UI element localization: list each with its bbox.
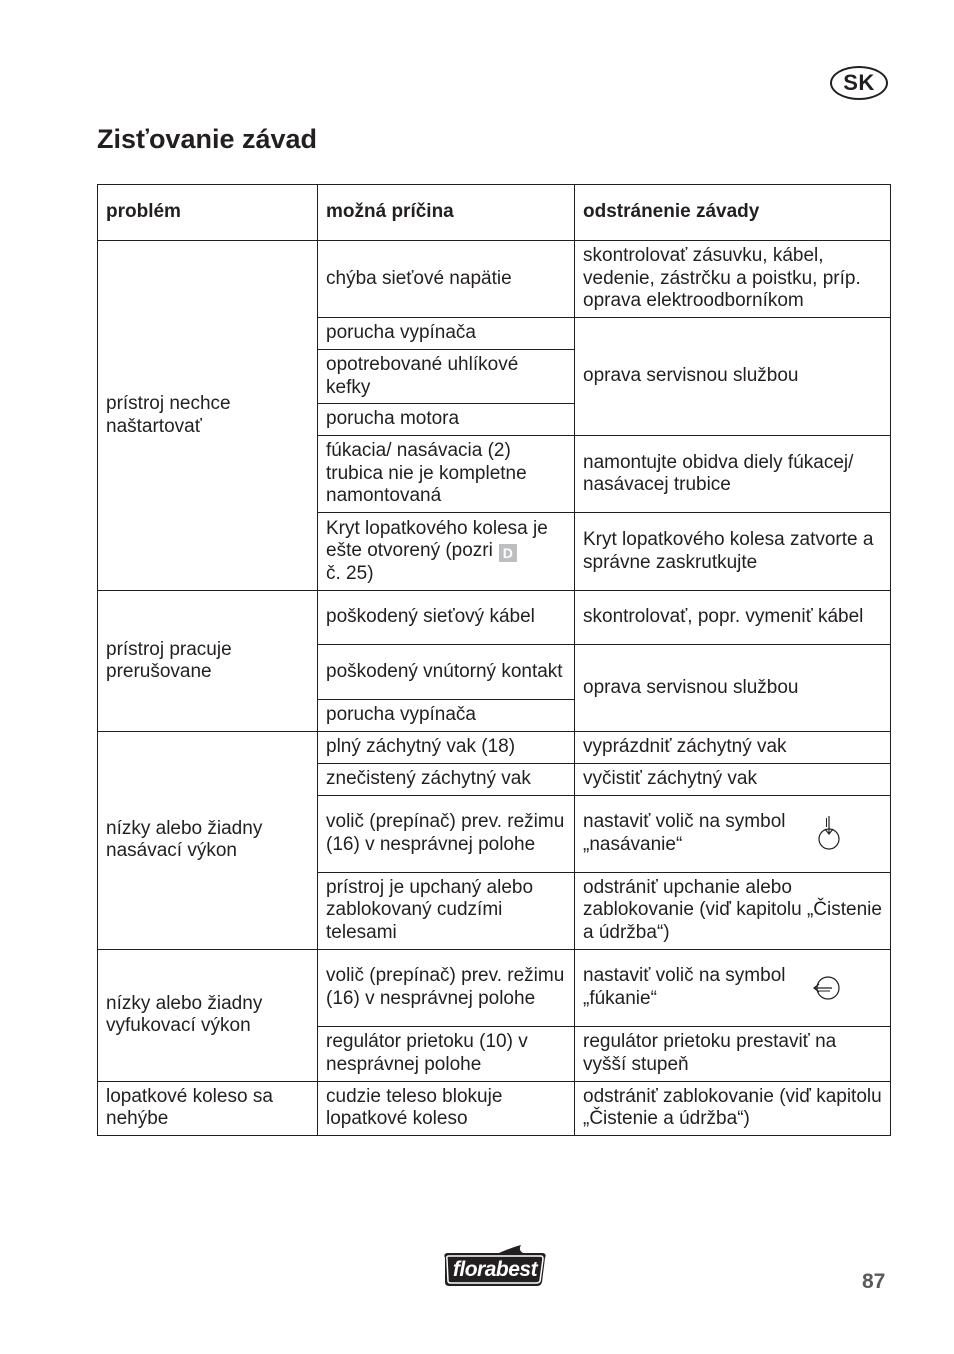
remedy-cell: skontrolovať, popr. vymeniť kábel — [575, 591, 891, 645]
remedy-text: nastaviť volič na symbol „fúkanie“ — [583, 965, 786, 1009]
figure-d-badge: D — [499, 544, 517, 562]
column-header-problem: problém — [98, 185, 318, 241]
problem-cell: nízky alebo žiadny nasávací výkon — [98, 732, 318, 950]
cause-cell: prístroj je upchaný alebo zablokovaný cudzími telesami — [318, 872, 575, 949]
table-row — [98, 1081, 891, 1135]
remedy-cell: oprava servisnou službou — [575, 645, 891, 732]
remedy-cell: odstrániť upchanie alebo zablokovanie (viď kapitolu „Čistenie a údržba“) — [575, 872, 891, 949]
remedy-cell: vyčistiť záchytný vak — [575, 763, 891, 795]
column-header-remedy: odstránenie závady — [575, 185, 891, 241]
remedy-cell — [575, 949, 891, 1026]
logo-text: florabest — [452, 1257, 538, 1281]
cause-cell: porucha motora — [318, 404, 575, 436]
cause-text: Kryt lopatkového kolesa je ešte otvorený (pozri — [326, 517, 548, 562]
remedy-cell: namontujte obidva diely fúkacej/ nasávacej trubice — [575, 436, 891, 513]
suction-symbol-icon — [818, 814, 842, 854]
problem-cell: lopatkové koleso sa nehýbe — [98, 1081, 318, 1135]
cause-cell: porucha vypínača — [318, 318, 575, 350]
table-row — [98, 732, 891, 764]
page-title: Zisťovanie závad — [97, 124, 318, 154]
remedy-cell: odstrániť zablokovanie (viď kapitolu „Čistenie a údržba“) — [575, 1081, 891, 1135]
page-number: 87 — [862, 1270, 886, 1293]
remedy-cell — [575, 795, 891, 872]
cause-cell: poškodený vnútorný kontakt — [318, 645, 575, 700]
cause-cell: porucha vypínača — [318, 700, 575, 732]
remedy-cell: regulátor prietoku prestaviť na vyšší stupeň — [575, 1026, 891, 1081]
cause-cell: regulátor prietoku (10) v nesprávnej polohe — [318, 1026, 575, 1081]
cause-text-suffix: č. 25) — [326, 562, 374, 584]
problem-cell: nízky alebo žiadny vyfukovací výkon — [98, 949, 318, 1081]
troubleshooting-table — [97, 184, 891, 1136]
cause-cell: cudzie teleso blokuje lopatkové koleso — [318, 1081, 575, 1135]
table-row — [98, 949, 891, 1026]
problem-cell: prístroj nechce naštartovať — [98, 241, 318, 591]
cause-cell: plný záchytný vak (18) — [318, 732, 575, 764]
column-header-cause: možná príčina — [318, 185, 575, 241]
remedy-cell: skontrolovať zásuvku, kábel, vedenie, zástrčku a poistku, príp. oprava elektroodborníkom — [575, 241, 891, 318]
remedy-text: nastaviť volič na symbol „nasávanie“ — [583, 811, 786, 855]
table-header-row — [98, 185, 891, 241]
cause-cell: znečistený záchytný vak — [318, 763, 575, 795]
table-row — [98, 591, 891, 645]
remedy-cell: vyprázdniť záchytný vak — [575, 732, 891, 764]
cause-cell: poškodený sieťový kábel — [318, 591, 575, 645]
cause-cell: chýba sieťové napätie — [318, 241, 575, 318]
table-row — [98, 241, 891, 318]
remedy-cell: Kryt lopatkového kolesa zatvorte a správne zaskrutkujte — [575, 513, 891, 591]
cause-cell: fúkacia/ nasávacia (2) trubica nie je kompletne namontovaná — [318, 436, 575, 513]
language-badge: SK — [830, 66, 888, 100]
florabest-logo — [439, 1244, 551, 1289]
blowing-symbol-icon — [812, 974, 842, 1002]
cause-cell: volič (prepínač) prev. režimu (16) v nesprávnej polohe — [318, 949, 575, 1026]
problem-cell: prístroj pracuje prerušovane — [98, 591, 318, 732]
remedy-cell: oprava servisnou službou — [575, 318, 891, 436]
cause-cell: opotrebované uhlíkové kefky — [318, 350, 575, 404]
cause-cell — [318, 513, 575, 591]
cause-cell: volič (prepínač) prev. režimu (16) v nesprávnej polohe — [318, 795, 575, 872]
